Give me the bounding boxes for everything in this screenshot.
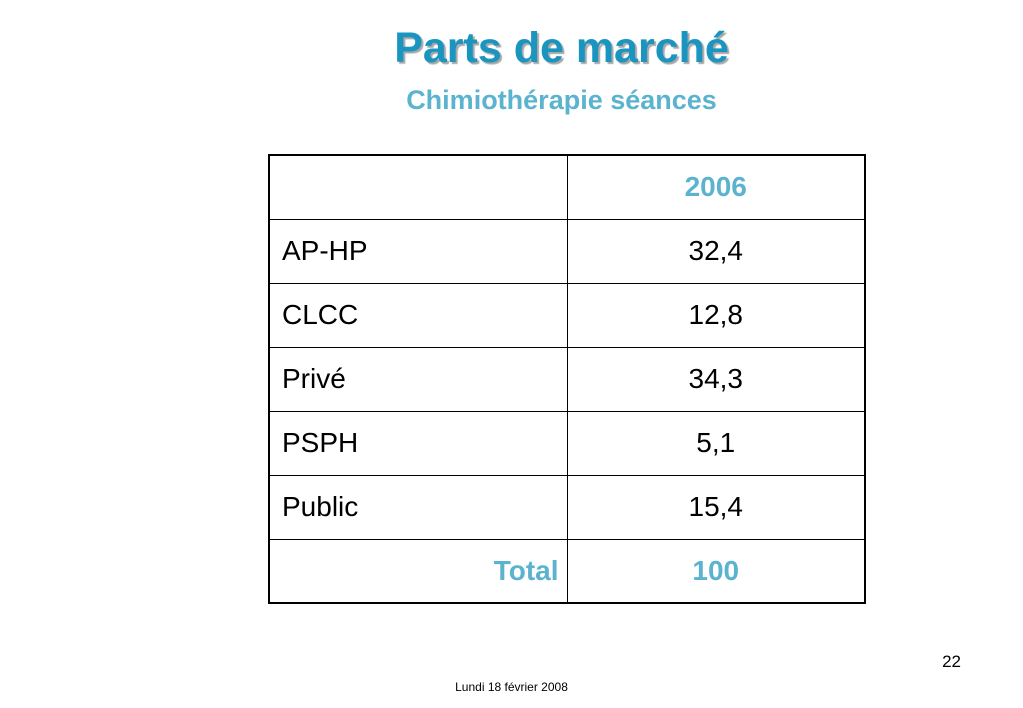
table-header-empty-cell — [269, 155, 567, 219]
market-share-table — [268, 154, 866, 604]
footer-date: Lundi 18 février 2008 — [455, 680, 568, 694]
table-row — [269, 411, 865, 475]
row-value: 5,1 — [567, 411, 865, 475]
table-row — [269, 347, 865, 411]
row-label: PSPH — [269, 411, 567, 475]
table-row — [269, 283, 865, 347]
row-label: AP-HP — [269, 219, 567, 283]
row-value: 34,3 — [567, 347, 865, 411]
table-header-row — [269, 155, 865, 219]
row-value: 15,4 — [567, 475, 865, 539]
table-total-row — [269, 539, 865, 603]
row-value: 12,8 — [567, 283, 865, 347]
row-label: Privé — [269, 347, 567, 411]
table-row — [269, 475, 865, 539]
row-label: CLCC — [269, 283, 567, 347]
page-number: 22 — [942, 652, 961, 671]
total-label: Total — [269, 539, 567, 603]
table-row — [269, 219, 865, 283]
table-header-year: 2006 — [567, 155, 865, 219]
row-label: Public — [269, 475, 567, 539]
slide-subtitle: Chimiothérapie séances — [406, 85, 717, 115]
total-value: 100 — [567, 539, 865, 603]
row-value: 32,4 — [567, 219, 865, 283]
slide-title: Parts de marché — [394, 24, 729, 72]
